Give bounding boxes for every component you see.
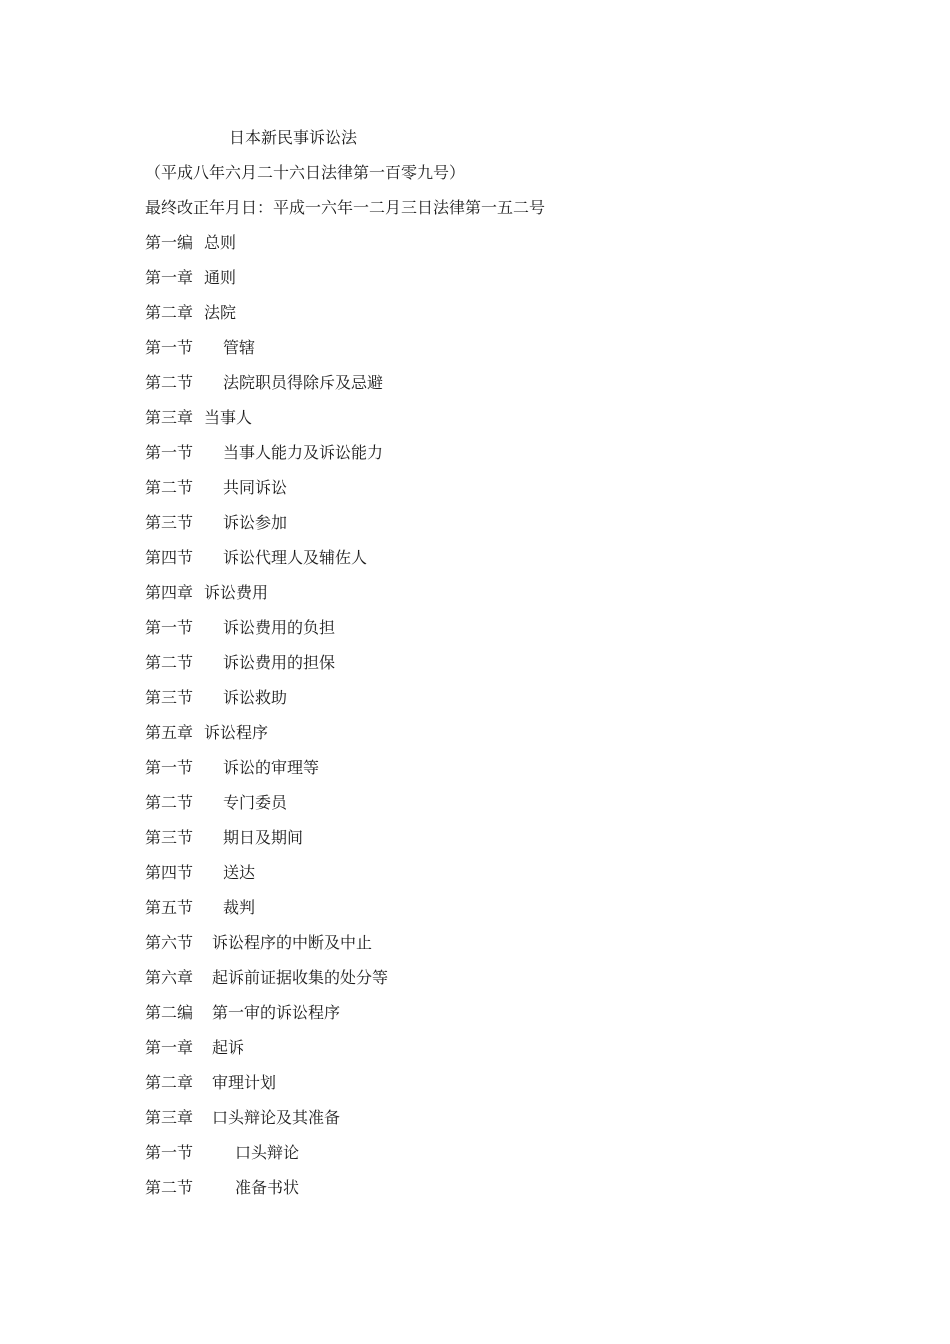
toc-entry-label: 第一节 [145, 758, 194, 777]
toc-entry-label: 第一节 [145, 338, 194, 357]
toc-entry [145, 723, 269, 743]
toc-entry-label: 第二节 [145, 1178, 194, 1197]
toc-entry-title: 口头辩论及其准备 [212, 1108, 341, 1127]
toc-entry-title: 共同诉讼 [223, 478, 288, 497]
toc-entry [145, 653, 336, 673]
toc-entry-title: 口头辩论 [235, 1143, 300, 1162]
toc-entry-title: 起诉前证据收集的处分等 [212, 968, 389, 987]
toc-entry-label: 第一节 [145, 1143, 194, 1162]
toc-entry-title: 诉讼参加 [223, 513, 288, 532]
toc-entry-label: 第二章 [145, 1073, 194, 1092]
toc-entry-title: 第一审的诉讼程序 [212, 1003, 341, 1022]
toc-entry-label: 第五节 [145, 898, 194, 917]
toc-entry [145, 1178, 300, 1198]
toc-entry [145, 1073, 277, 1093]
toc-entry [145, 443, 384, 463]
toc-entry [145, 548, 368, 568]
toc-entry-label: 第四章 [145, 583, 194, 602]
toc-entry-title: 诉讼救助 [223, 688, 288, 707]
toc-entry-title: 法院职员得除斥及忌避 [223, 373, 384, 392]
toc-entry [145, 408, 253, 428]
toc-entry-label: 第二节 [145, 793, 194, 812]
toc-entry-title: 诉讼费用的负担 [223, 618, 336, 637]
toc-entry-label: 第二编 [145, 1003, 194, 1022]
toc-entry [145, 303, 237, 323]
toc-entry [145, 513, 288, 533]
toc-entry [145, 1003, 341, 1023]
toc-entry-title: 诉讼程序的中断及中止 [212, 933, 373, 952]
toc-entry [145, 1108, 341, 1128]
toc-entry-label: 第五章 [145, 723, 194, 742]
toc-entry-title: 专门委员 [223, 793, 288, 812]
toc-entry [145, 268, 237, 288]
toc-entry [145, 968, 389, 988]
toc-entry-title: 诉讼的审理等 [223, 758, 320, 777]
toc-entry-label: 第二章 [145, 303, 194, 322]
toc-entry-title: 当事人 [204, 408, 253, 427]
toc-entry [145, 233, 237, 253]
toc-entry-title: 管辖 [223, 338, 256, 357]
toc-entry-label: 第一章 [145, 1038, 194, 1057]
toc-entry-title: 法院 [204, 303, 237, 322]
toc-entry-label: 第一章 [145, 268, 194, 287]
toc-entry [145, 373, 384, 393]
toc-entry-label: 第六章 [145, 968, 194, 987]
toc-entry-label: 第一节 [145, 443, 194, 462]
toc-entry-label: 第一节 [145, 618, 194, 637]
toc-entry-label: 第三章 [145, 408, 194, 427]
toc-entry [145, 898, 256, 918]
toc-entry-title: 准备书状 [235, 1178, 300, 1197]
document-title: 日本新民事诉讼法 [229, 128, 358, 147]
toc-entry [145, 338, 256, 358]
toc-entry-title: 当事人能力及诉讼能力 [223, 443, 384, 462]
toc-entry-label: 第三章 [145, 1108, 194, 1127]
toc-entry-label: 第二节 [145, 373, 194, 392]
toc-entry-label: 第四节 [145, 863, 194, 882]
toc-entry [145, 793, 288, 813]
toc-entry-title: 诉讼费用的担保 [223, 653, 336, 672]
toc-entry-label: 第四节 [145, 548, 194, 567]
toc-entry [145, 863, 256, 883]
toc-entry [145, 478, 288, 498]
toc-entry-title: 通则 [204, 268, 237, 287]
toc-entry-title: 总则 [204, 233, 237, 252]
toc-entry [145, 758, 320, 778]
toc-entry [145, 933, 373, 953]
toc-entry-title: 起诉 [212, 1038, 245, 1057]
toc-entry-label: 第三节 [145, 688, 194, 707]
toc-entry [145, 618, 336, 638]
toc-entry-title: 诉讼程序 [204, 723, 269, 742]
toc-entry-title: 诉讼费用 [204, 583, 269, 602]
toc-entry [145, 688, 288, 708]
toc-entry-label: 第一编 [145, 233, 194, 252]
toc-entry [145, 828, 304, 848]
document-subtitle: （平成八年六月二十六日法律第一百零九号） [145, 163, 466, 182]
toc-entry-title: 审理计划 [212, 1073, 277, 1092]
toc-entry-label: 第六节 [145, 933, 194, 952]
toc-entry-title: 诉讼代理人及辅佐人 [223, 548, 368, 567]
toc-entry-title: 期日及期间 [223, 828, 304, 847]
last-revised-line: 最终改正年月日：平成一六年一二月三日法律第一五二号 [145, 198, 546, 217]
toc-entry [145, 1143, 300, 1163]
toc-entry-label: 第三节 [145, 828, 194, 847]
toc-entry [145, 1038, 245, 1058]
toc-entry-label: 第二节 [145, 478, 194, 497]
toc-entry-title: 裁判 [223, 898, 256, 917]
toc-entry [145, 583, 269, 603]
toc-entry-title: 送达 [223, 863, 256, 882]
toc-entry-label: 第二节 [145, 653, 194, 672]
toc-entry-label: 第三节 [145, 513, 194, 532]
